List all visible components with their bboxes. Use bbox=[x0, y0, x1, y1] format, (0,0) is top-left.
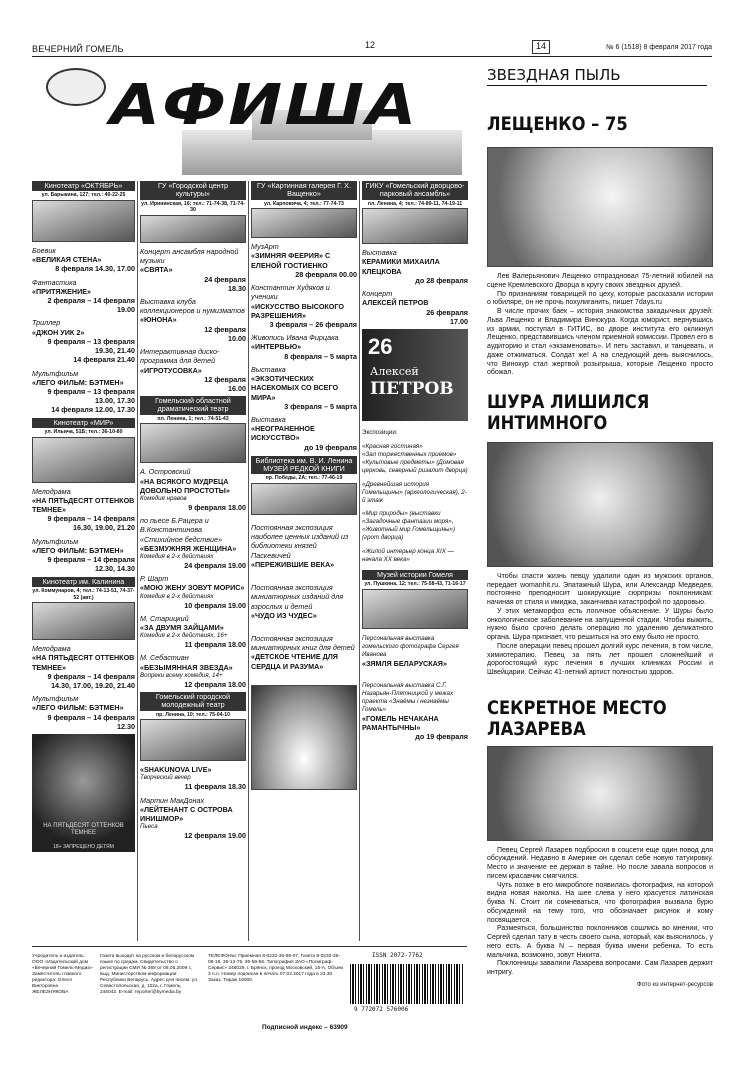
event-title: «ЭКЗОТИЧЕСКИХ НАСЕКОМЫХ СО ВСЕГО МИРА» bbox=[251, 374, 339, 402]
afisha-banner bbox=[32, 60, 467, 178]
rubric-title: ЗВЕЗДНАЯ ПЫЛЬ bbox=[487, 66, 707, 86]
venue-photo bbox=[32, 437, 135, 483]
event-title: «МОЮ ЖЕНУ ЗОВУТ МОРИС» bbox=[140, 583, 245, 593]
event-title: «ЗИМНЯЯ ФЕЕРИЯ» С ЕЛЕНОЙ ГОСТИЕНКО bbox=[251, 251, 331, 270]
afisha-title: АФИША bbox=[110, 73, 419, 138]
event-title: «НА ПЯТЬДЕСЯТ ОТТЕНКОВ ТЕМНЕЕ» bbox=[32, 653, 135, 672]
event-title: «ЛЕГО ФИЛЬМ: БЭТМЕН» bbox=[32, 703, 124, 713]
venue-address: ул. Барыкина, 127; тел.: 40-22-25 bbox=[41, 192, 126, 199]
issue-info: № 6 (1518) 8 февраля 2017 года bbox=[606, 44, 712, 51]
venue-photo bbox=[140, 719, 246, 761]
event-title: «НЕОГРАНЕННОЕ ИСКУССТВО» bbox=[251, 424, 315, 443]
event-title: «ЛЕГО ФИЛЬМ: БЭТМЕН» bbox=[32, 545, 124, 555]
event-title: «ПРИТЯЖЕНИЕ» bbox=[32, 286, 92, 296]
venue-address: пр. Победы, 2А; тел.: 77-46-19 bbox=[265, 475, 343, 482]
venue-header: Гомельский областной драматический театр bbox=[140, 396, 246, 415]
event-title: «ДЕТСКОЕ ЧТЕНИЕ ДЛЯ СЕРДЦА И РАЗУМА» bbox=[251, 652, 338, 671]
venue-address: ул. Ирининская, 16; тел.: 71-74-38, 71-74-30 bbox=[141, 200, 245, 214]
venue-address: ул. Карповича, 4; тел.: 77-74-73 bbox=[264, 200, 344, 207]
event-title: «ДЖОН УИК 2» bbox=[32, 327, 85, 337]
venue-address: ул. Ильича, 51Б; тел.: 36-10-80 bbox=[44, 428, 123, 435]
venue-address: пл. Ленина, 1; тел.: 74-51-43 bbox=[157, 415, 229, 422]
event-title: «ПЕРЕЖИВШИЕ ВЕКА» bbox=[251, 559, 335, 569]
palace-column: ГИКУ «Гомельский дворцово-парковый ансамбль» пл. Ленина, 4; тел.: 74-89-11, 74-19-11 Выставка КЕРАМИКИ МИХАИЛА КЛЕЦКОВА до 28 февраля Концерт АЛЕКСЕЙ ПЕТРОВ 26 февраля 17.00 26 Алексей ПЕТРОВ Экспозиции: «Красная гостиная» «Зал торжественных приемов» «Культовые предметы» (Домовая церковь, северный ризалит дворца) «Древнейшая история Гомельщины» (археологическая), 2-й этаж «Мир природы» (выставки «Загадочные фантазии моря», «Животный мир Гомельщины») (грот дворца) «Жилой интерьер конца XIX — начала XX века» Музей истории Гомеля ул. Пушкина, 12; тел.: 75-58-43, 71-16-17 Персональная выставка гомельского фотографа Сергея Иванова «ЗЯМЛЯ БЕЛАРУСКАЯ» Персональная выставка С.Г. Назарьян-Плятницкой у межах праекта «Знаёмы і незнаёмы Гомель» «ГОМЕЛЬ НЕЧАКАНА РАМАНТЫЧНЫ» до 19 февраля bbox=[362, 181, 468, 742]
event-title: «ЮНОНА» bbox=[140, 315, 177, 325]
headline: СЕКРЕТНОЕ МЕСТО bbox=[487, 696, 667, 719]
page-number-right: 14 bbox=[532, 40, 550, 54]
paper-name: ВЕЧЕРНИЙ ГОМЕЛЬ bbox=[32, 44, 124, 54]
star-dust-column: ЗВЕЗДНАЯ ПЫЛЬ ЛЕЩЕНКО – 75 Лев Валерьянович Лещенко отпраздновал 75-летний юбилей на сцене Кремлевского Дворца в кругу своих звездных друзей. По признаниям товарищей по цеху, которые рассказали истории о юбиляре, он не прочь похулиганить, пишет 7days.ru В числе прочих баек – история знакомства закадычных друзей: Льва Лещенко и Владимира Винокура. Когда юморист, вернувшись из армии, поступал в ГИТИС, во дворе института его окликнул Лещенко, представившись членом приемной комиссии. Провел его в аудиторию и стал «экзаменовать». И петь заставил, и танцевать, и даже отжиматься. Солдат же! А на следующий день выяснилось, что Винокур стал жертвой розыгрыша, которые Лещенко просто обожал. ШУРА ЛИШИЛСЯ ИНТИМНОГО Чтобы спасти жизнь певцу удалили один из мужских органов, передает womanhit.ru. Эпатажный Шура, или Александр Медведев, постоянно преподносит шокирующие сюрпризы поклонникам: начиная от стиля и имиджа, заканчивая катастрофой по здоровью. У этих метаморфоз есть логичное объяснение. У Шуры было онкологическое заболевание на запущенной стадии. Чтобы выжить, нужно было срочно делать операцию по удалению деликатного органа. Шура признает, что решиться на это ему было не просто. После операции певец прошел долгий курс лечения, в том числе, химиотерапию. Певец за пять лет прошел сложнейший и дорогостоящий курс лечения в лучших клиниках России и Швейцарии. Сейчас 41-летний артист полностью здоров. СЕКРЕТНОЕ МЕСТО ЛАЗАРЕВА Певец Сергей Лазарев подбросил в соцсети еще один повод для обсуждений. Недавно в Америке он сделал себе новую татуировку. Место и значение ее держал в тайне. Но после завала вопросов и писем красавчик смягчился. Чуть позже в его микроблоге появилась фотография, на которой видна новая наколка. На шее слева у него красуется латинская буква N. Стоит ли сомневаться, что фотография вызвала бурю обсуждений на тему того, что обозначает рисунок и кому посвящается. Размеяться, большинство поклонников сошлись во мнении, что Сергей сделал тату в честь своего сына, который, как выяснилось, у него есть. А буква N – первая буква имени ребенка. То есть мальчика, возможно, зовут Никита. Поклонницы завалили Лазарева вопросами. Сам Лазарев держит интригу. Фото из интернет-ресурсов bbox=[487, 66, 713, 988]
theatre-masks-icon bbox=[46, 68, 106, 106]
venue-photo bbox=[32, 200, 135, 242]
venue-photo bbox=[251, 208, 357, 238]
venue-header: ГУ «Картинная галерея Г. Х. Ващенко» bbox=[251, 181, 357, 200]
event-title: «БЕЗЫМЯННАЯ ЗВЕЗДА» bbox=[140, 662, 233, 672]
imprint-footer: Учредитель и издатель: ООО «Издательский дом «Вечерний Гомель-Медиа» Заместитель главного редактора: Олеся Викторовна ЖЕЛЕЗНЯКОВА Газета выходит на русском и белорусском языке по средам. Свидетельство о регистрации СМИ № 369 от 08.05.2009 г., выд. Министерством информации Республики Беларусь. Адрес для писем: ул. Севастопольская, д. 102а, г. Гомель, 246042. E-mail: reporter@bymedia.by ТЕЛЕФОНЫ: Приемная 8-0232-36-59-07, Газета 8-0232-36-08-18, 36-13-75, 36-59-56. Типография ЗАО «Полиграф-Сервис» 246029, г. Брянск, проезд Московский, 15-А. Объем 3 п.л. Номер подписан в печать 07.02.2017 года в 23.30. Заказ. Тираж 16000. Подписной индекс – 63909 ISSN 2072-7762 9 772072 576006 bbox=[32, 946, 467, 1066]
venue-header: ГУ «Городской центр культуры» bbox=[140, 181, 246, 200]
gallery-column: ГУ «Картинная галерея Г. Х. Ващенко» ул. Карповича, 4; тел.: 77-74-73 МузАрт «ЗИМНЯЯ ФЕЕРИЯ» С ЕЛЕНОЙ ГОСТИЕНКО 28 февраля 00.00 Константин Худяков и ученики «ИСКУССТВО ВЫСОКОГО РАЗРЕШЕНИЯ» 3 февраля – 26 февраля Живопись Ивана Фирцака «ИНТЕРВЬЮ» 8 февраля – 5 марта Выставка «ЭКЗОТИЧЕСКИХ НАСЕКОМЫХ СО ВСЕГО МИРА» 3 февраля – 5 марта Выставка «НЕОГРАНЕННОЕ ИСКУССТВО» до 19 февраля Библиотека им. В. И. Ленина МУЗЕЙ РЕДКОЙ КНИГИ пр. Победы, 2А; тел.: 77-46-19 Постоянная экспозиция наиболее ценных изданий из библиотеки князей Паскевичей «ПЕРЕЖИВШИЕ ВЕКА» Постоянная экспозиция миниатюрных изданий для взрослых и детей «ЧУДО ИЗ ЧУДЕС» Постоянная экспозиция миниатюрных книг для детей «ДЕТСКОЕ ЧТЕНИЕ ДЛЯ СЕРДЦА И РАЗУМА» bbox=[251, 181, 357, 790]
event-title: «ЛЕЙТЕНАНТ С ОСТРОВА ИНИШМОР» bbox=[140, 804, 233, 824]
event-title: «СВЯТА» bbox=[140, 265, 173, 275]
venue-header: Библиотека им. В. И. Ленина МУЗЕЙ РЕДКОЙ КНИГИ bbox=[251, 456, 357, 475]
event-title: «ИГРОТУСОВКА» bbox=[140, 365, 202, 375]
venue-header: Музей истории Гомеля bbox=[362, 570, 468, 580]
venue-header: Кинотеатр «МИР» bbox=[32, 418, 135, 428]
venue-photo bbox=[251, 483, 357, 515]
event-title: «ЗА ДВУМЯ ЗАЙЦАМИ» bbox=[140, 623, 224, 633]
venue-header: Гомельский городской молодежный театр bbox=[140, 692, 246, 711]
venue-photo bbox=[140, 215, 246, 243]
portrait-photo bbox=[487, 442, 713, 567]
headline: ШУРА ЛИШИЛСЯ bbox=[487, 391, 650, 414]
venue-header: ГИКУ «Гомельский дворцово-парковый ансамбль» bbox=[362, 181, 468, 200]
venue-photo bbox=[362, 208, 468, 244]
movie-poster: НА ПЯТЬДЕСЯТ ОТТЕНКОВ ТЕМНЕЕ 18+ ЗАПРЕЩЕНО ДЕТЯМ bbox=[32, 734, 135, 852]
event-title: «ВЕЛИКАЯ СТЕНА» bbox=[32, 255, 102, 265]
portrait-photo bbox=[487, 746, 713, 841]
venue-address: пр. Ленина, 10; тел.: 75-04-10 bbox=[156, 711, 230, 718]
page-header bbox=[32, 38, 712, 60]
event-title: «ЧУДО ИЗ ЧУДЕС» bbox=[251, 610, 317, 620]
event-title: «SHAKUNOVA LIVE» bbox=[140, 765, 212, 775]
event-title: «БЕЗМУЖНЯЯ ЖЕНЩИНА» bbox=[140, 543, 237, 553]
venue-header: Кинотеатр им. Калинина bbox=[32, 577, 135, 587]
headline: ЛЕЩЕНКО – 75 bbox=[487, 113, 628, 136]
open-book-image bbox=[251, 685, 357, 790]
photo-credit: Фото из интернет-ресурсов bbox=[637, 981, 713, 988]
event-title: «НА ПЯТЬДЕСЯТ ОТТЕНКОВ ТЕМНЕЕ» bbox=[32, 495, 135, 515]
venue-address: ул. Коммунаров, 4; тел.: 74-13-51, 74-37-52 (авт.) bbox=[32, 587, 135, 601]
event-title: «ИСКУССТВО ВЫСОКОГО РАЗРЕШЕНИЯ» bbox=[251, 301, 344, 320]
page-number-left: 12 bbox=[362, 40, 378, 52]
subscription-index: Подписной индекс – 63909 bbox=[262, 1024, 348, 1031]
event-title: КЕРАМИКИ МИХАИЛА КЛЕЦКОВА bbox=[362, 257, 440, 276]
portrait-photo bbox=[487, 147, 713, 267]
event-title: «ИНТЕРВЬЮ» bbox=[251, 342, 302, 352]
cinema-column: Кинотеатр «ОКТЯБРЬ» ул. Барыкина, 127; тел.: 40-22-25 Боевик «ВЕЛИКАЯ СТЕНА» 8 февраля 14.30, 17.00 Фантастика «ПРИТЯЖЕНИЕ» 2 февраля – 14 февраля 19.00 Триллер «ДЖОН УИК 2» 9 февраля – 13 февраля 19.30, 21.40 14 февраля 21.40 Мультфильм «ЛЕГО ФИЛЬМ: БЭТМЕН» 9 февраля – 13 февраля 13.00, 17.30 14 февраля 12.00, 17.30 Кинотеатр «МИР» ул. Ильича, 51Б; тел.: 36-10-80 Мелодрама «НА ПЯТЬДЕСЯТ ОТТЕНКОВ ТЕМНЕЕ» 9 февраля – 14 февраля 16.30, 19.00, 21.20 Мультфильм «ЛЕГО ФИЛЬМ: БЭТМЕН» 9 февраля – 14 февраля 12.30, 14.30 Кинотеатр им. Калинина ул. Коммунаров, 4; тел.: 74-13-51, 74-37-52 (авт.) Мелодрама «НА ПЯТЬДЕСЯТ ОТТЕНКОВ ТЕМНЕЕ» 9 февраля – 14 февраля 14.30, 17.00, 19.20, 21.40 Мультфильм «ЛЕГО ФИЛЬМ: БЭТМЕН» 9 февраля – 14 февраля 12.30 НА ПЯТЬДЕСЯТ ОТТЕНКОВ ТЕМНЕЕ 18+ ЗАПРЕЩЕНО ДЕТЯМ bbox=[32, 181, 135, 852]
venue-photo bbox=[362, 589, 468, 629]
event-title: «ГОМЕЛЬ НЕЧАКАНА РАМАНТЫЧНЫ» bbox=[362, 713, 439, 733]
venue-photo bbox=[140, 423, 246, 463]
venue-address: пл. Ленина, 4; тел.: 74-89-11, 74-19-11 bbox=[367, 200, 463, 207]
event-title: «ЛЕГО ФИЛЬМ: БЭТМЕН» bbox=[32, 377, 124, 387]
event-title: «НА ВСЯКОГО МУДРЕЦА ДОВОЛЬНО ПРОСТОТЫ» bbox=[140, 476, 230, 495]
barcode bbox=[350, 964, 464, 1004]
event-title: АЛЕКСЕЙ ПЕТРОВ bbox=[362, 298, 429, 308]
venue-photo bbox=[32, 602, 135, 640]
venue-address: ул. Пушкина, 12; тел.: 75-58-43, 71-16-17 bbox=[364, 581, 466, 588]
event-title: «ЗЯМЛЯ БЕЛАРУСКАЯ» bbox=[362, 658, 447, 668]
concert-poster: 26 Алексей ПЕТРОВ bbox=[362, 329, 468, 421]
culture-column: ГУ «Городской центр культуры» ул. Ирининская, 16; тел.: 71-74-38, 71-74-30 Концерт ансамбля народной музыки «СВЯТА» 24 февраля 18.30 Выставка клуба коллекционеров и нумизматов «ЮНОНА» 12 февраля 10.00 Интерактивная диско-программа для детей «ИГРОТУСОВКА» 12 февраля 16.00 Гомельский областной драматический театр пл. Ленина, 1; тел.: 74-51-43 А. Островский «НА ВСЯКОГО МУДРЕЦА ДОВОЛЬНО ПРОСТОТЫ» Комедия нравов 9 февраля 18.00 по пьесе Б.Рацера и В.Константинова «Стихийное бедствие» «БЕЗМУЖНЯЯ ЖЕНЩИНА» Комедия в 2-х действиях 24 февраля 19.00 Р. Шарт «МОЮ ЖЕНУ ЗОВУТ МОРИС» Комедия в 2-х действиях 10 февраля 19.00 М. Старицкий «ЗА ДВУМЯ ЗАЙЦАМИ» Комедия в 2-х действиях, 16+ 11 февраля 18.00 М. Себастиан «БЕЗЫМЯННАЯ ЗВЕЗДА» Вопреки всему комедия, 14+ 12 февраля 18.00 Гомельский городской молодежный театр пр. Ленина, 10; тел.: 75-04-10 «SHAKUNOVA LIVE» Творческий вечер 11 февраля 18.30 Мартин МакДонах «ЛЕЙТЕНАНТ С ОСТРОВА ИНИШМОР» Пьеса 12 февраля 19.00 bbox=[140, 181, 246, 841]
venue-header: Кинотеатр «ОКТЯБРЬ» bbox=[32, 181, 135, 191]
